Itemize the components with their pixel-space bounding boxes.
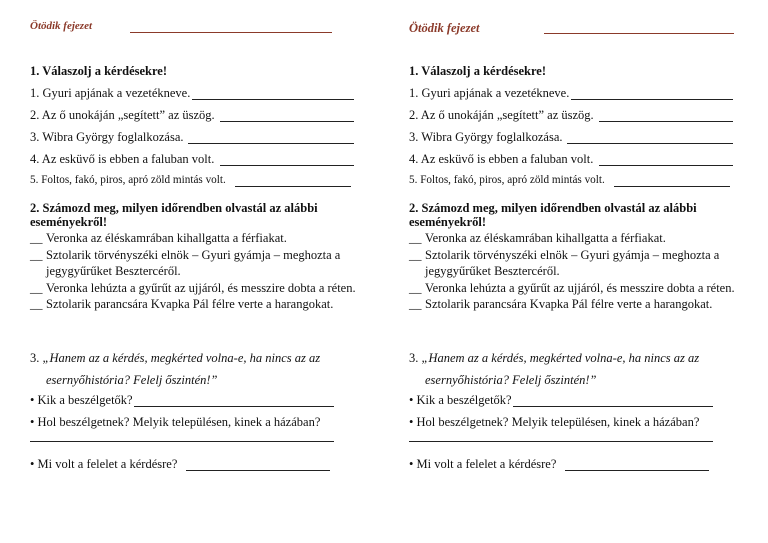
question-text: • Mi volt a felelet a kérdésre? [409,457,557,471]
answer-line[interactable] [599,121,733,122]
question-text: • Hol beszélgetnek? Melyik településen, kinek a házában? [409,415,700,429]
chapter-title: Ötödik fejezet [409,21,480,35]
quote-block [409,347,739,391]
event-text: Veronka lehúzta a gyűrűt az ujjáról, és messzire dobta a réten. [46,280,356,295]
worksheet-page-right [380,0,764,543]
question-row [30,106,360,128]
order-blank[interactable]: __ [409,231,422,245]
answer-line[interactable] [571,99,733,100]
answer-line-row [30,435,360,455]
answer-line[interactable] [186,470,330,471]
section-3 [409,347,739,477]
event-item [30,247,360,280]
question-row [409,128,739,150]
question-text: 1. Gyuri apjának a vezetékneve. [409,86,570,100]
order-blank[interactable]: __ [409,280,422,295]
answer-line[interactable] [220,165,354,166]
chapter-underline [544,33,734,34]
question-row [30,128,360,150]
event-text: Veronka az éléskamrában kihallgatta a férfiakat. [46,231,287,245]
question-text: 5. Foltos, fakó, piros, apró zöld mintás volt. [30,174,226,186]
chapter-title: Ötödik fejezet [30,20,93,32]
question-row [409,172,739,194]
quote-line-2: esernyőhistória? Felelj őszintén!” [425,373,597,387]
question-row [30,455,360,477]
answer-line[interactable] [220,121,354,122]
question-row [30,172,360,194]
question-row [409,106,739,128]
chapter-header [380,20,764,38]
event-text: Sztolarik törvényszéki elnök – Gyuri gyámja – meghozta a jegygyűrűket Besztercéről. [46,247,341,278]
event-text: Veronka az éléskamrában kihallgatta a férfiakat. [425,231,666,245]
question-text: 1. Gyuri apjának a vezetékneve. [30,86,191,100]
event-list [409,230,739,313]
event-item [409,247,739,280]
event-list [30,230,360,313]
order-blank[interactable]: __ [409,247,422,262]
answer-line[interactable] [614,186,730,187]
order-blank[interactable]: __ [30,297,43,311]
question-text: 5. Foltos, fakó, piros, apró zöld mintás volt. [409,174,605,186]
section-3-number: 3. [409,351,419,365]
section-1 [30,64,360,194]
quote-line-1: „Hanem az a kérdés, megkérted volna-e, ha nincs az az [42,351,321,365]
order-blank[interactable]: __ [409,297,422,311]
question-row [409,84,739,106]
chapter-underline [130,32,332,33]
question-text: • Kik a beszélgetők? [409,393,512,407]
section-2-title: 2. Számozd meg, milyen időrendben olvastál az alábbi eseményekről! [30,201,318,229]
answer-line[interactable] [235,186,351,187]
answer-line[interactable] [134,406,334,407]
answer-line[interactable] [567,143,733,144]
chapter-header [0,20,384,38]
event-item [409,230,739,247]
answer-line[interactable] [188,143,354,144]
section-3 [30,347,360,477]
section-1-title: 1. Válaszolj a kérdésekre! [30,64,168,78]
section-2 [409,201,739,313]
section-3-number: 3. [30,351,40,365]
answer-line[interactable] [409,441,713,442]
question-text: 3. Wibra György foglalkozása. [409,130,563,144]
section-2 [30,201,360,313]
question-text: • Mi volt a felelet a kérdésre? [30,457,178,471]
order-blank[interactable]: __ [30,231,43,245]
question-row [30,150,360,172]
question-text: 4. Az esküvő is ebben a faluban volt. [30,152,215,166]
question-text: 4. Az esküvő is ebben a faluban volt. [409,152,594,166]
answer-line[interactable] [565,470,709,471]
event-text: Sztolarik parancsára Kvapka Pál félre verte a harangokat. [46,297,334,311]
question-row [409,455,739,477]
event-text: Veronka lehúzta a gyűrűt az ujjáról, és messzire dobta a réten. [425,280,735,295]
event-item [409,296,739,313]
answer-line[interactable] [599,165,733,166]
answer-line[interactable] [513,406,713,407]
answer-line[interactable] [30,441,334,442]
answer-line[interactable] [192,99,354,100]
order-blank[interactable]: __ [30,280,43,295]
question-text: • Kik a beszélgetők? [30,393,133,407]
quote-block [30,347,360,391]
event-item [30,296,360,313]
event-text: Sztolarik parancsára Kvapka Pál félre verte a harangokat. [425,297,713,311]
question-row [30,84,360,106]
question-row [30,413,360,435]
section-1 [409,64,739,194]
event-text: Sztolarik törvényszéki elnök – Gyuri gyámja – meghozta a jegygyűrűket Besztercéről. [425,247,720,278]
section-1-title: 1. Válaszolj a kérdésekre! [409,64,547,78]
question-text: • Hol beszélgetnek? Melyik településen, kinek a házában? [30,415,321,429]
quote-line-2: esernyőhistória? Felelj őszintén!” [46,373,218,387]
question-text: 3. Wibra György foglalkozása. [30,130,184,144]
question-row [30,391,360,413]
event-item [30,230,360,247]
question-row [409,391,739,413]
question-text: 2. Az ő unokáján „segített” az üszög. [409,108,594,122]
event-item [30,280,360,297]
question-row [409,413,739,435]
question-row [409,150,739,172]
answer-line-row [409,435,739,455]
quote-line-1: „Hanem az a kérdés, megkérted volna-e, ha nincs az az [421,351,700,365]
order-blank[interactable]: __ [30,247,43,262]
event-item [409,280,739,297]
question-text: 2. Az ő unokáján „segített” az üszög. [30,108,215,122]
section-2-title: 2. Számozd meg, milyen időrendben olvastál az alábbi eseményekről! [409,201,697,229]
